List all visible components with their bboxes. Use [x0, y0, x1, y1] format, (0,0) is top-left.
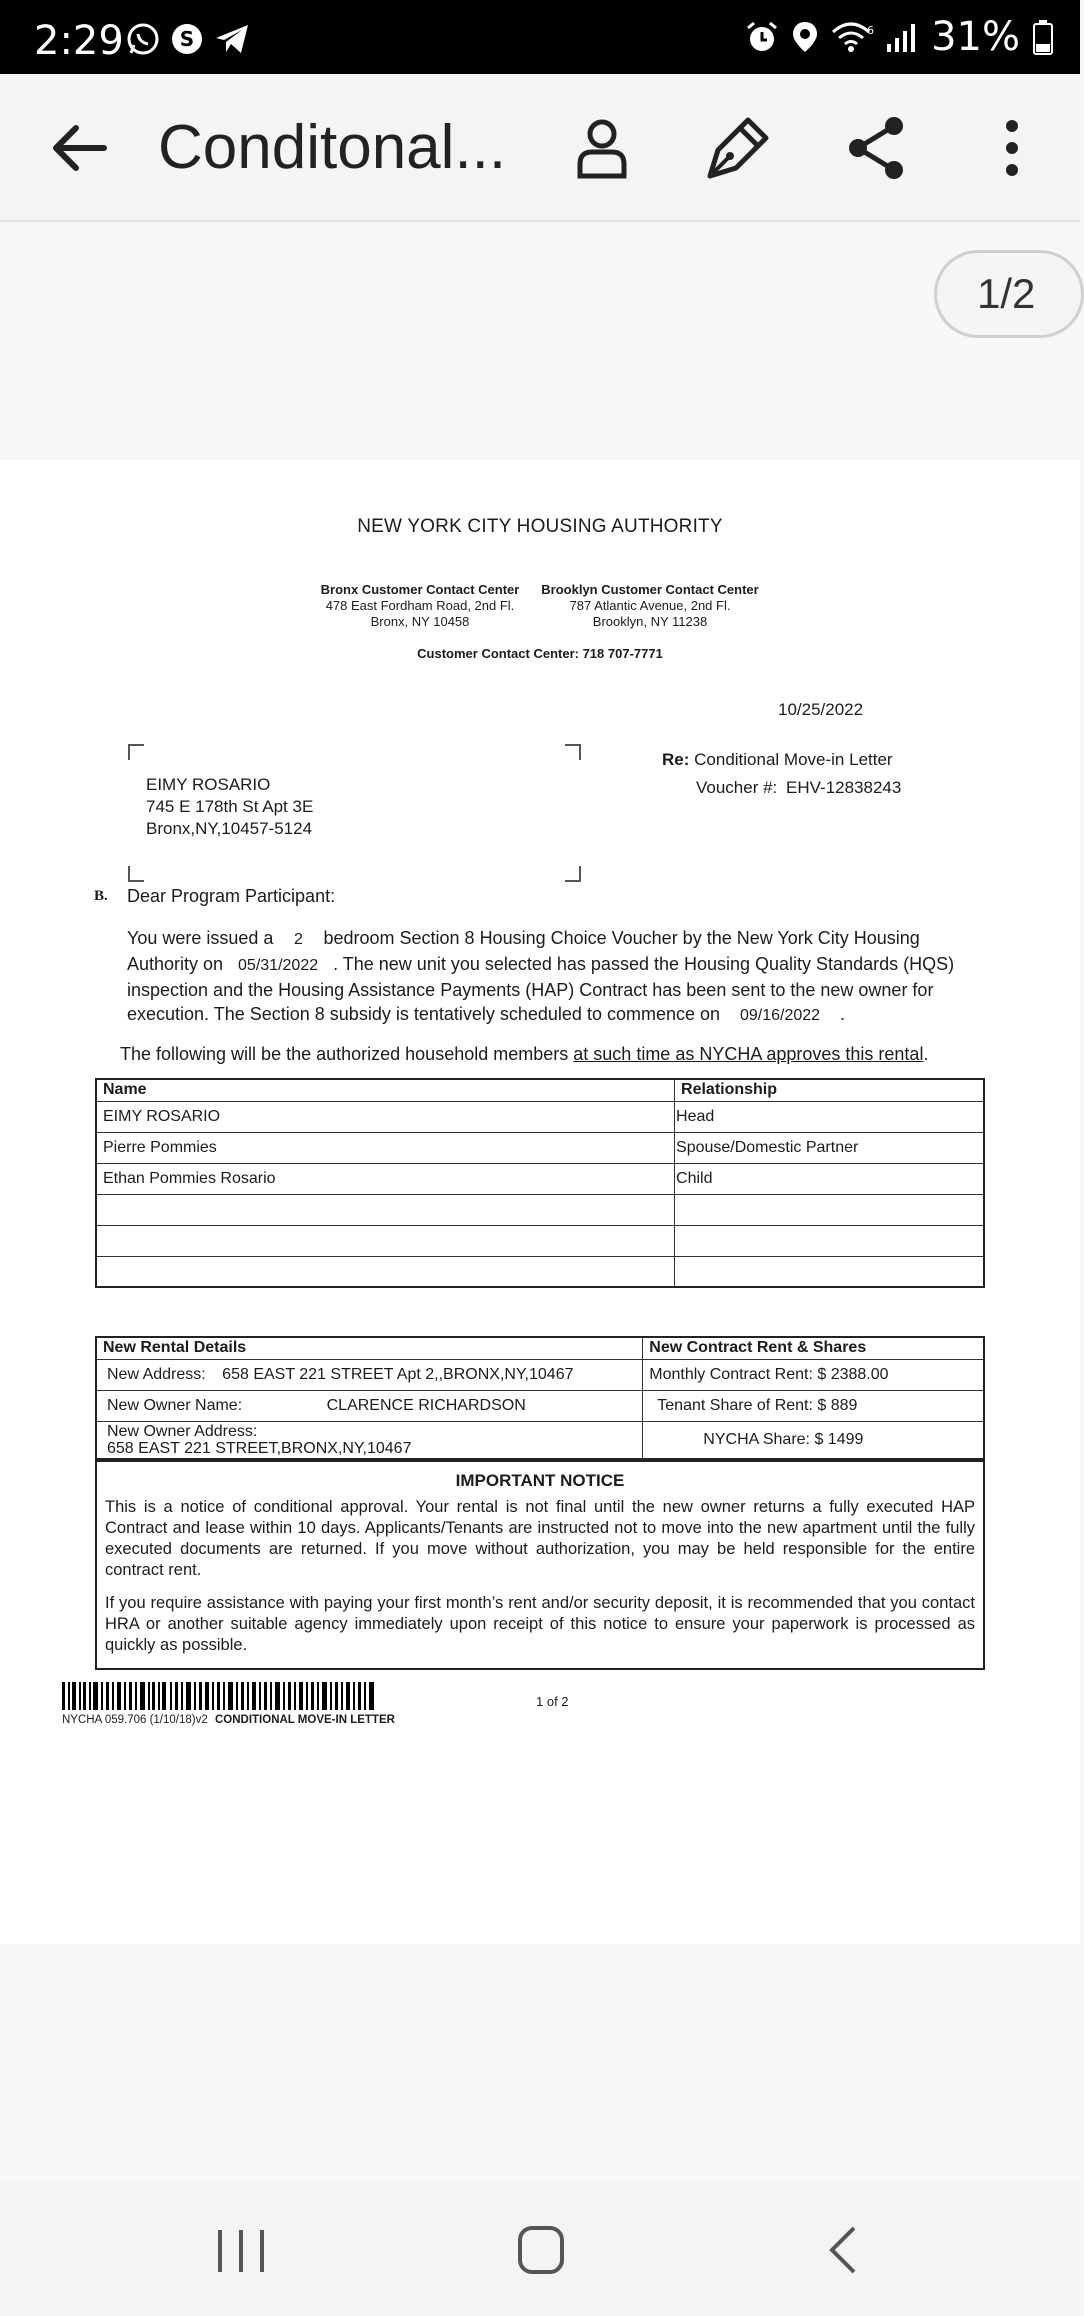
- notice-paragraph: This is a notice of conditional approval. Your rental is not final until the new owner returns a fully executed HAP Contract and lease within 10 days. Applicants/Tenants are instructed not to move into the new apartment until the fully executed documents are returned. If you move without authorization, you may be held responsible for the entire contract rent.: [105, 1498, 975, 1579]
- owner-address-cell: [96, 1421, 643, 1459]
- column-header: Name: [96, 1079, 675, 1101]
- brooklyn-center-name: Brooklyn Customer Contact Center: [541, 582, 759, 597]
- contract-rent-value: 2388.00: [830, 1365, 889, 1383]
- table-row: [96, 1390, 984, 1421]
- section-letter: B.: [94, 888, 108, 904]
- column-header: Relationship: [675, 1079, 984, 1101]
- document-page: [0, 460, 1080, 1944]
- recents-icon[interactable]: [206, 2220, 276, 2280]
- wifi6-icon: [831, 20, 873, 54]
- para-text: . The new unit you selected has passed the Housing Quality Standards (HQS) inspection and the Housing Assistance Payments (HAP) Contract has been sent to the new owner for execution. The Section 8 subsidy is tentatively scheduled to commence on: [127, 954, 955, 1024]
- nycha-share-cell: [643, 1421, 984, 1459]
- voucher-line: [696, 778, 901, 798]
- owner-name-label: New Owner Name:: [107, 1396, 243, 1414]
- voucher-paragraph: [127, 926, 977, 1028]
- member-name: EIMY ROSARIO: [96, 1101, 675, 1132]
- nycha-share-label: NYCHA Share: $: [703, 1430, 824, 1448]
- svg-text:S: S: [179, 27, 195, 51]
- system-status: [745, 14, 1054, 60]
- svg-text:6: 6: [867, 24, 875, 37]
- rental-details-header: New Rental Details: [96, 1337, 643, 1359]
- table-row: [96, 1194, 984, 1225]
- recipient-street: 745 E 178th St Apt 3E: [146, 797, 314, 816]
- home-icon[interactable]: [506, 2220, 576, 2280]
- document-title: Conditonal...: [158, 113, 507, 182]
- contract-rent-label: Monthly Contract Rent: $: [649, 1365, 827, 1383]
- member-relationship: Spouse/Domestic Partner: [675, 1132, 984, 1163]
- rental-details-table: [95, 1336, 985, 1460]
- owner-address-value: 658 EAST 221 STREET,BRONX,NY,10467: [107, 1439, 412, 1457]
- table-row: [96, 1421, 984, 1459]
- table-row: [96, 1101, 984, 1132]
- member-name: [96, 1194, 675, 1225]
- table-header-row: [96, 1337, 984, 1359]
- messenger-s-icon: [170, 22, 204, 56]
- voucher-label: Voucher #:: [696, 778, 778, 797]
- telegram-icon: [214, 22, 250, 56]
- salutation: Dear Program Participant:: [127, 886, 336, 906]
- table-row: [96, 1132, 984, 1163]
- tenant-share-cell: [643, 1390, 984, 1421]
- recipient-name: EIMY ROSARIO: [146, 775, 271, 794]
- para-text: bedroom Section 8 Housing Choice Voucher by the New York City Housing Authority on: [127, 928, 920, 974]
- brooklyn-contact-center: [530, 582, 770, 630]
- signal-icon: [885, 20, 919, 54]
- whatsapp-icon: [126, 22, 160, 56]
- new-address-label: New Address:: [107, 1365, 206, 1383]
- battery-percent: 31%: [931, 14, 1020, 60]
- para-text: You were issued a: [127, 928, 274, 948]
- issue-date: 05/31/2022: [238, 957, 319, 974]
- recipient-city: Bronx,NY,10457-5124: [146, 819, 313, 838]
- address-window-corner: [128, 744, 144, 760]
- table-header-row: [96, 1079, 984, 1101]
- person-icon[interactable]: [566, 112, 638, 184]
- page-indicator: 1/2: [934, 250, 1084, 338]
- brooklyn-center-line1: 787 Atlantic Avenue, 2nd Fl.: [569, 598, 731, 613]
- contract-rent-header: New Contract Rent & Shares: [643, 1337, 984, 1359]
- voucher-number: EHV-12838243: [786, 778, 902, 797]
- app-toolbar: [0, 74, 1080, 222]
- member-relationship: [675, 1225, 984, 1256]
- contact-center-phone: Customer Contact Center: 718 707-7771: [417, 646, 663, 661]
- re-value: Conditional Move-in Letter: [694, 750, 893, 769]
- new-address-value: 658 EAST 221 STREET Apt 2,,BRONX,NY,10467: [222, 1365, 574, 1383]
- owner-name-value: CLARENCE RICHARDSON: [326, 1396, 526, 1414]
- para-text: .: [840, 1004, 846, 1024]
- address-window-corner: [565, 744, 581, 760]
- contract-rent-cell: [643, 1359, 984, 1390]
- share-icon[interactable]: [840, 112, 912, 184]
- system-nav-bar: [0, 2182, 1080, 2316]
- notice-title: IMPORTANT NOTICE: [455, 1471, 625, 1490]
- table-row: [96, 1163, 984, 1194]
- important-notice: [95, 1460, 985, 1670]
- status-bar: [0, 0, 1080, 74]
- tenant-share-value: 889: [830, 1396, 858, 1414]
- members-intro: [120, 1044, 928, 1065]
- pen-icon[interactable]: [702, 112, 774, 184]
- members-intro-end: .: [923, 1044, 929, 1064]
- document-viewer[interactable]: [0, 224, 1080, 2182]
- member-name: [96, 1256, 675, 1287]
- member-relationship: [675, 1194, 984, 1225]
- table-row: [96, 1359, 984, 1390]
- table-row: [96, 1256, 984, 1287]
- notification-icons: [126, 22, 250, 56]
- owner-name-cell: [96, 1390, 643, 1421]
- page-number: 1 of 2: [536, 1694, 569, 1709]
- members-intro-underlined: at such time as NYCHA approves this rental: [573, 1044, 924, 1064]
- bedroom-count: 2: [294, 931, 303, 948]
- location-icon: [791, 20, 819, 54]
- owner-address-label: New Owner Address:: [107, 1422, 258, 1440]
- member-name: [96, 1225, 675, 1256]
- member-relationship: [675, 1256, 984, 1287]
- status-time: 2:29: [34, 18, 124, 64]
- form-name: CONDITIONAL MOVE-IN LETTER: [214, 1714, 395, 1726]
- bronx-center-name: Bronx Customer Contact Center: [320, 582, 520, 597]
- back-arrow-icon[interactable]: [48, 116, 112, 180]
- member-relationship: Head: [675, 1101, 984, 1132]
- recipient-address: [146, 774, 313, 840]
- letter-date: 10/25/2022: [778, 700, 864, 719]
- barcode: [62, 1682, 378, 1710]
- brooklyn-center-line2: Brooklyn, NY 11238: [592, 614, 708, 629]
- battery-icon: [1032, 19, 1054, 55]
- members-intro-text: The following will be the authorized household members: [120, 1044, 569, 1064]
- re-line: [662, 750, 893, 770]
- bronx-center-line1: 478 East Fordham Road, 2nd Fl.: [325, 598, 515, 613]
- address-window-corner: [128, 866, 144, 882]
- tenant-share-label: Tenant Share of Rent: $: [657, 1396, 827, 1414]
- new-address-cell: [96, 1359, 643, 1390]
- back-nav-icon[interactable]: [810, 2220, 880, 2280]
- form-identifier: [62, 1714, 395, 1726]
- re-label: Re:: [662, 750, 690, 769]
- bronx-center-line2: Bronx, NY 10458: [370, 614, 470, 629]
- subsidy-start-date: 09/16/2022: [739, 1007, 821, 1024]
- alarm-icon: [745, 20, 779, 54]
- address-window-corner: [565, 866, 581, 882]
- household-members-table: [95, 1078, 985, 1288]
- bronx-contact-center: [300, 582, 540, 630]
- form-id: NYCHA 059.706 (1/10/18)v2: [62, 1714, 208, 1726]
- more-vert-icon[interactable]: [976, 112, 1048, 184]
- member-name: Pierre Pommies: [96, 1132, 675, 1163]
- member-relationship: Child: [675, 1163, 984, 1194]
- agency-name: NEW YORK CITY HOUSING AUTHORITY: [357, 516, 723, 537]
- table-row: [96, 1225, 984, 1256]
- member-name: Ethan Pommies Rosario: [96, 1163, 675, 1194]
- notice-paragraph: If you require assistance with paying your first month’s rent and/or security deposit, it is recommended that you contact HRA or another suitable agency immediately upon receipt of this notice to ensure your paperwork is processed as quickly as possible.: [105, 1594, 975, 1654]
- nycha-share-value: 1499: [827, 1430, 864, 1448]
